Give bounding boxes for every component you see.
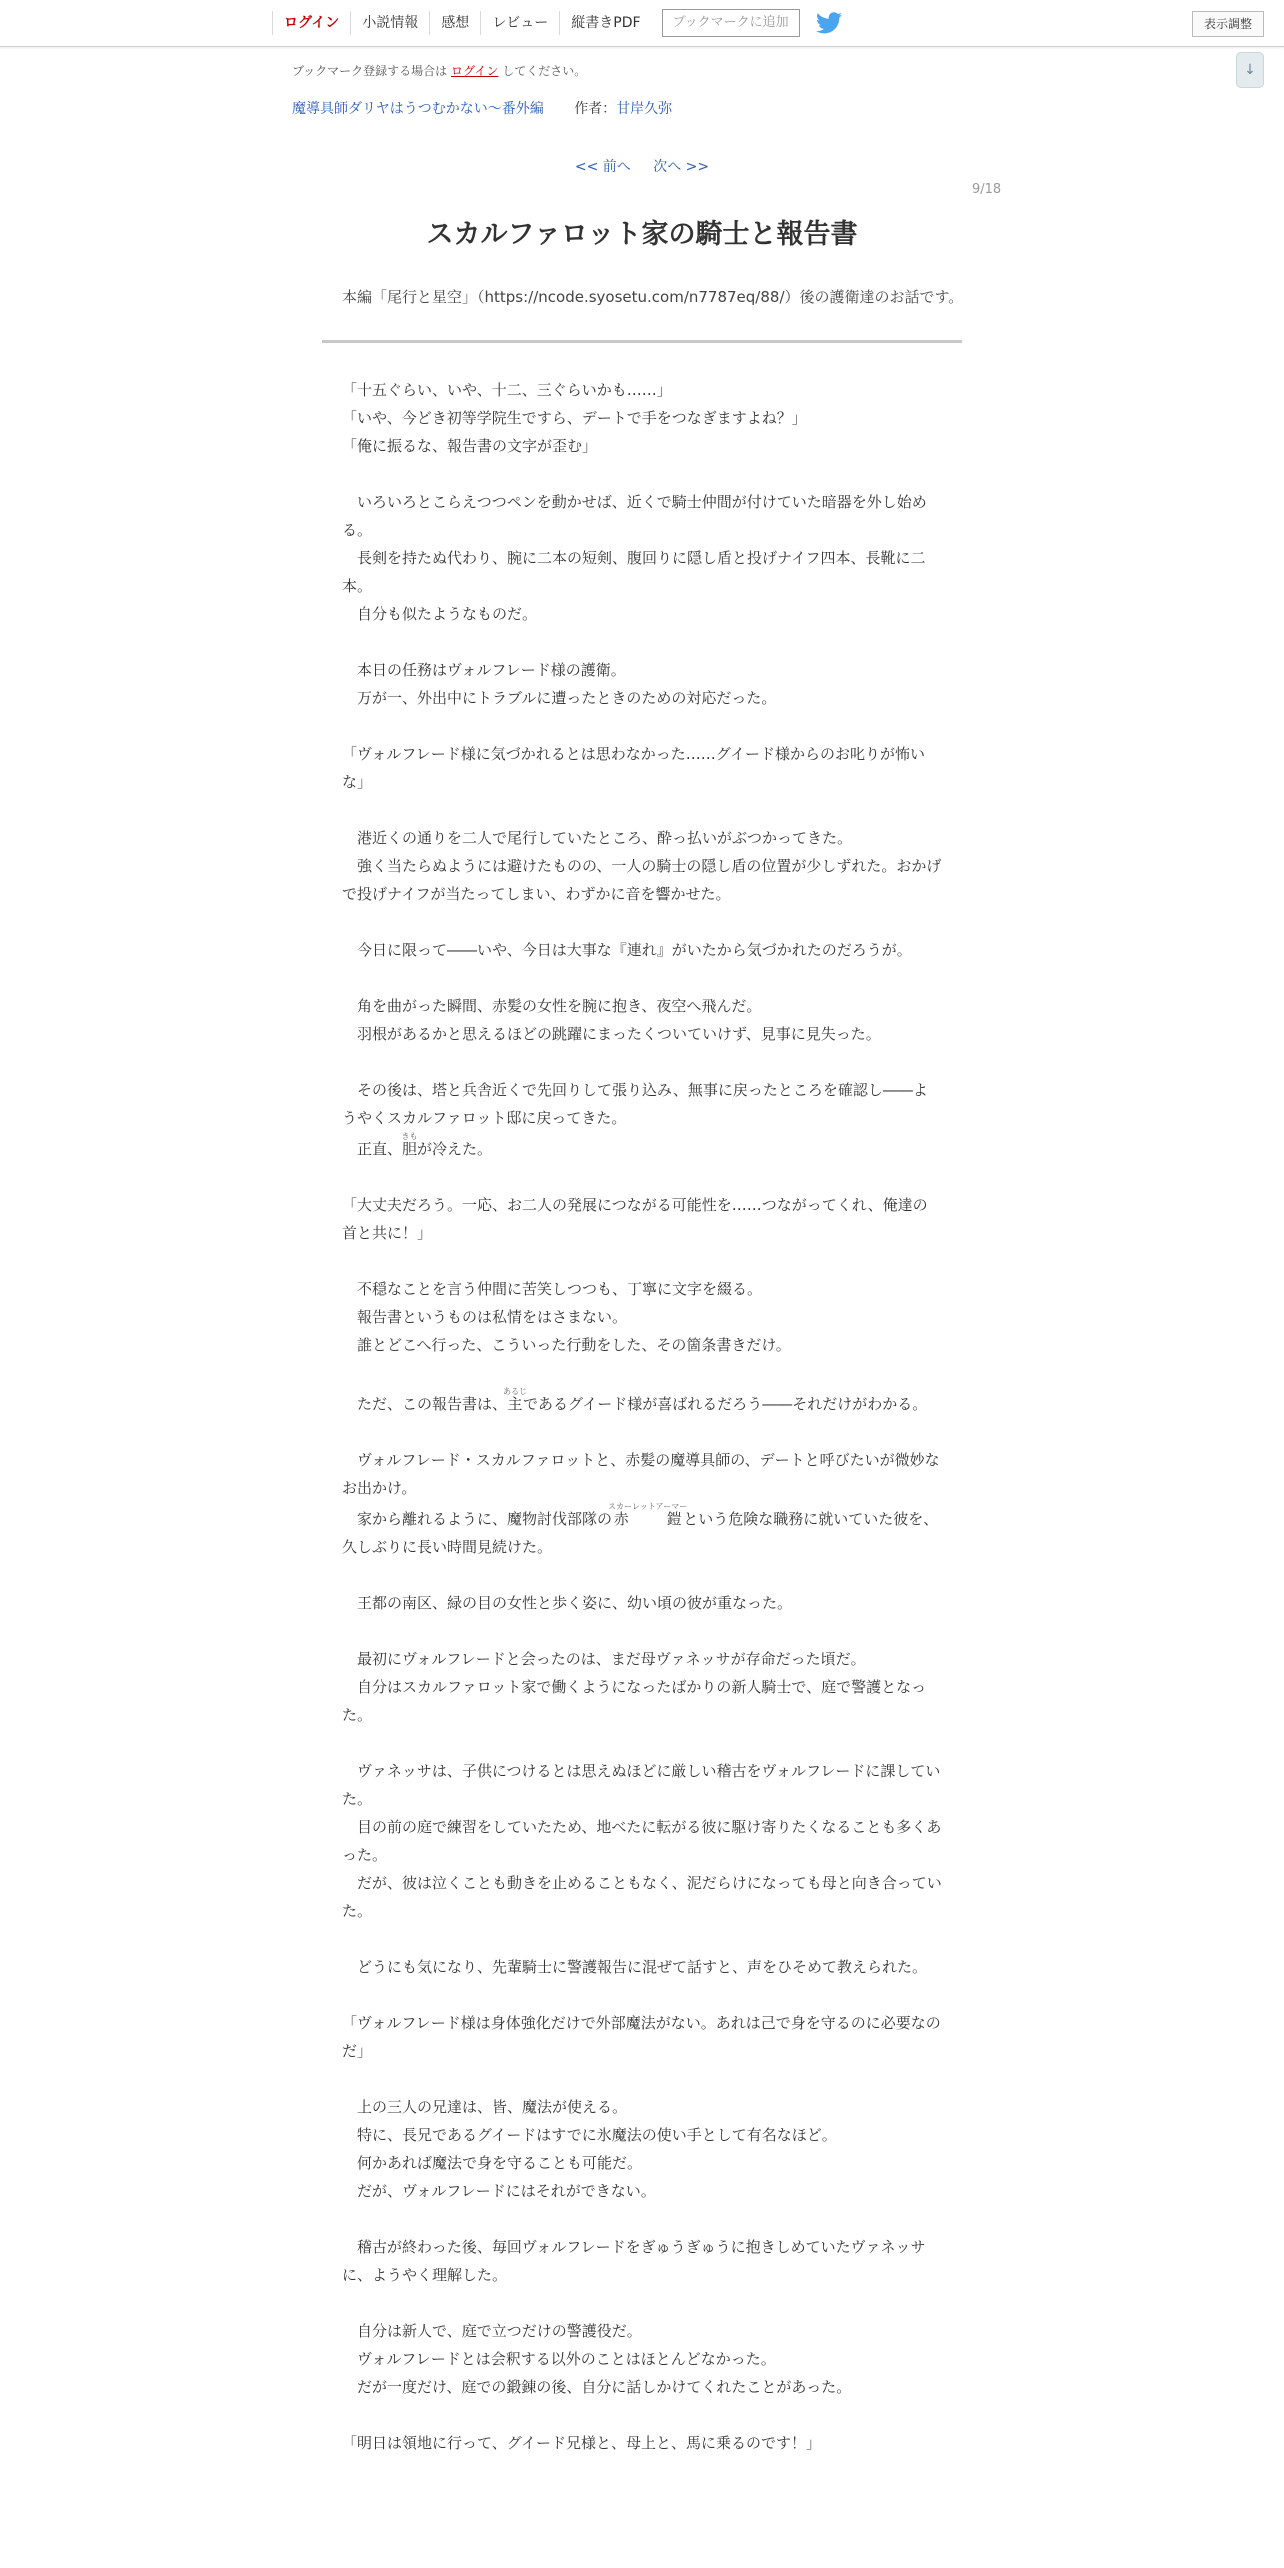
ruby-reading: あるじ [503,1387,528,1396]
ruby-base: 赤 鎧 [608,1510,688,1528]
blank-line [342,1359,942,1387]
ruby-text-after: であるグイード様が喜ばれるだろう――それだけがわかる。 [523,1395,928,1413]
prev-chapter-link[interactable]: << 前へ [574,159,631,175]
body-line: ヴォルフレード・スカルファロットと、赤髪の魔導具師の、デートと呼びたいが微妙なお出かけ。 [342,1451,940,1497]
twitter-icon[interactable] [816,12,842,34]
blank-line [342,908,942,936]
chapter-pager [0,156,1284,176]
body-line: 「俺に振るな、報告書の文字が歪む」 [342,437,598,455]
body-line: 角を曲がった瞬間、赤髪の女性を腕に抱き、夜空へ飛んだ。 [342,997,762,1015]
body-line: 今日に限って――いや、今日は大事な『連れ』がいたから気づかれたのだろうが。 [342,941,912,959]
ruby-base: 胆 [401,1140,418,1158]
ruby-text-before: 正直、 [342,1140,403,1158]
body-line: 稽古が終わった後、毎回ヴォルフレードをぎゅうぎゅうに抱きしめていたヴァネッサに、ようやく理解した。 [342,2238,926,2284]
body-line: 王都の南区、緑の目の女性と歩く姿に、幼い頃の彼が重なった。 [342,1594,793,1612]
ruby-text-after: が冷えた。 [417,1140,493,1158]
blank-line [342,460,942,488]
chapter-body [342,376,942,2457]
blank-line [342,1617,942,1645]
body-line: 万が一、外出中にトラブルに遭ったときのための対応だった。 [342,689,777,707]
chapter-preface: 本編「尾行と星空」（https://ncode.syosetu.com/n7787eq/88/）後の護衛達のお話です。 [342,288,964,306]
body-line: その後は、塔と兵舎近くで先回りして張り込み、無事に戻ったところを確認し――ようやくスカルファロット邸に戻ってきた。 [342,1081,928,1127]
ruby-text-before: ただ、この報告書は、 [342,1395,508,1413]
blank-line [342,1247,942,1275]
nav-vertical-pdf-link[interactable]: 縦書きPDF [559,11,651,35]
blank-line [342,1561,942,1589]
ruby-word [608,1502,688,1528]
ruby-text-after: という危険な職務に就いていた彼を、久しぶりに長い時間見続けた。 [342,1510,939,1556]
body-line: 誰とどこへ行った、こういった行動をした、その箇条書きだけ。 [342,1336,791,1354]
blank-line [342,796,942,824]
bookmark-login-link[interactable]: ログイン [451,64,499,78]
bookmark-note-text: ブックマーク登録する場合は [292,64,448,78]
blank-line [342,2289,942,2317]
nav-login-link[interactable]: ログイン [272,11,350,35]
body-line: 不穏なことを言う仲間に苦笑しつつも、丁寧に文字を綴る。 [342,1280,763,1298]
blank-line [342,1729,942,1757]
body-line: 「大丈夫だろう。一応、お二人の発展につながる可能性を……つながってくれ、俺達の首と共に！」 [342,1196,928,1242]
main-nav [272,0,842,46]
blank-line [342,1048,942,1076]
blank-line [342,1981,942,2009]
body-line: 上の三人の兄達は、皆、魔法が使える。 [342,2098,628,2116]
body-line: 何かあれば魔法で身を守ることも可能だ。 [342,2154,643,2172]
ruby-word [503,1387,528,1413]
body-line: だが、ヴォルフレードにはそれができない。 [342,2182,656,2200]
ruby-reading: きも [401,1132,418,1141]
body-line: だが、彼は泣くことも動きを止めることもなく、泥だらけになっても母と向き合っていた。 [342,1874,942,1920]
ruby-text-before: 家から離れるように、魔物討伐部隊の [342,1510,613,1528]
body-line: 特に、長兄であるグイードはすでに氷魔法の使い手として有名なほど。 [342,2126,837,2144]
body-line: いろいろとこらえつつペンを動かせば、近くで騎士仲間が付けていた暗器を外し始める。 [342,493,927,539]
body-line: 目の前の庭で練習をしていたため、地べたに転がる彼に駆け寄りたくなることも多くあった。 [342,1818,942,1864]
body-line: だが一度だけ、庭での鍛錬の後、自分に話しかけてくれたことがあった。 [342,2378,852,2396]
body-line: 本日の任務はヴォルフレード様の護衛。 [342,661,626,679]
blank-line [342,1925,942,1953]
body-line: 「ヴォルフレード様は身体強化だけで外部魔法がない。あれは己で身を守るのに必要なのだ」 [342,2014,941,2060]
body-line: 長剣を持たぬ代わり、腕に二本の短剣、腹回りに隠し盾と投げナイフ四本、長靴に二本。 [342,549,926,595]
body-line: ヴァネッサは、子供につけるとは思えぬほどに厳しい稽古をヴォルフレードに課していた。 [342,1762,941,1808]
body-line: 「明日は領地に行って、グイード兄様と、母上と、馬に乗るのです！」 [342,2434,821,2452]
author-label: 作者： [574,101,617,117]
ruby-reading: スカーレットアーマー [608,1502,688,1511]
blank-line [342,964,942,992]
body-line-ruby [342,1387,942,1418]
body-line: 報告書というものは私情をはさまない。 [342,1308,628,1326]
author-link[interactable]: 甘岸久弥 [616,101,673,117]
preface-divider [322,340,962,343]
ruby-base: 主 [503,1395,527,1413]
bookmark-note-text-end: してください。 [502,64,587,78]
blank-line [342,712,942,740]
body-line-ruby [342,1502,942,1561]
add-bookmark-button[interactable]: ブックマークに追加 [662,9,800,37]
body-line: 最初にヴォルフレードと会ったのは、まだ母ヴァネッサが存命だった頃だ。 [342,1650,866,1668]
body-line: どうにも気になり、先輩騎士に警護報告に混ぜて話すと、声をひそめて教えられた。 [342,1958,928,1976]
ruby-word [401,1132,418,1158]
body-line: 自分は新人で、庭で立つだけの警護役だ。 [342,2322,642,2340]
scroll-down-icon[interactable]: ↓ [1236,52,1264,88]
body-line: 「いや、今どき初等学院生ですら、デートで手をつなぎますよね？」 [342,409,807,427]
blank-line [342,1418,942,1446]
body-line: 「ヴォルフレード様に気づかれるとは思わなかった……グイード様からのお叱りが怖いな」 [342,745,926,791]
chapter-title: スカルファロット家の騎士と報告書 [426,219,858,250]
series-title-link[interactable]: 魔導具師ダリヤはうつむかない～番外編 [292,101,544,117]
blank-line [342,1163,942,1191]
body-line: 港近くの通りを二人で尾行していたところ、酔っ払いがぶつかってきた。 [342,829,853,847]
bookmark-login-note [292,62,586,79]
blank-line [342,628,942,656]
blank-line [342,2401,942,2429]
blank-line [342,2205,942,2233]
display-settings-button[interactable]: 表示調整 [1192,11,1264,37]
page-count: 9/18 [972,182,1002,197]
body-line: 自分はスカルファロット家で働くようになったばかりの新人騎士で、庭で警護となった。 [342,1678,927,1724]
nav-novel-info-link[interactable]: 小説情報 [350,11,429,35]
blank-line [342,2065,942,2093]
series-info [292,98,672,118]
body-line: 「十五ぐらい、いや、十二、三ぐらいかも……」 [342,381,672,399]
body-line: 羽根があるかと思えるほどの跳躍にまったくついていけず、見事に見失った。 [342,1025,881,1043]
body-line: 自分も似たようなものだ。 [342,605,538,623]
next-chapter-link[interactable]: 次へ >> [653,159,710,175]
body-line: 強く当たらぬようには避けたものの、一人の騎士の隠し盾の位置が少しずれた。おかげで投げナイフが当たってしまい、わずかに音を響かせた。 [342,857,942,903]
nav-review-link[interactable]: レビュー [480,11,559,35]
body-line: ヴォルフレードとは会釈する以外のことはほとんどなかった。 [342,2350,776,2368]
body-line-ruby [342,1132,942,1163]
nav-impressions-link[interactable]: 感想 [429,11,480,35]
top-navigation-bar [0,0,1284,47]
